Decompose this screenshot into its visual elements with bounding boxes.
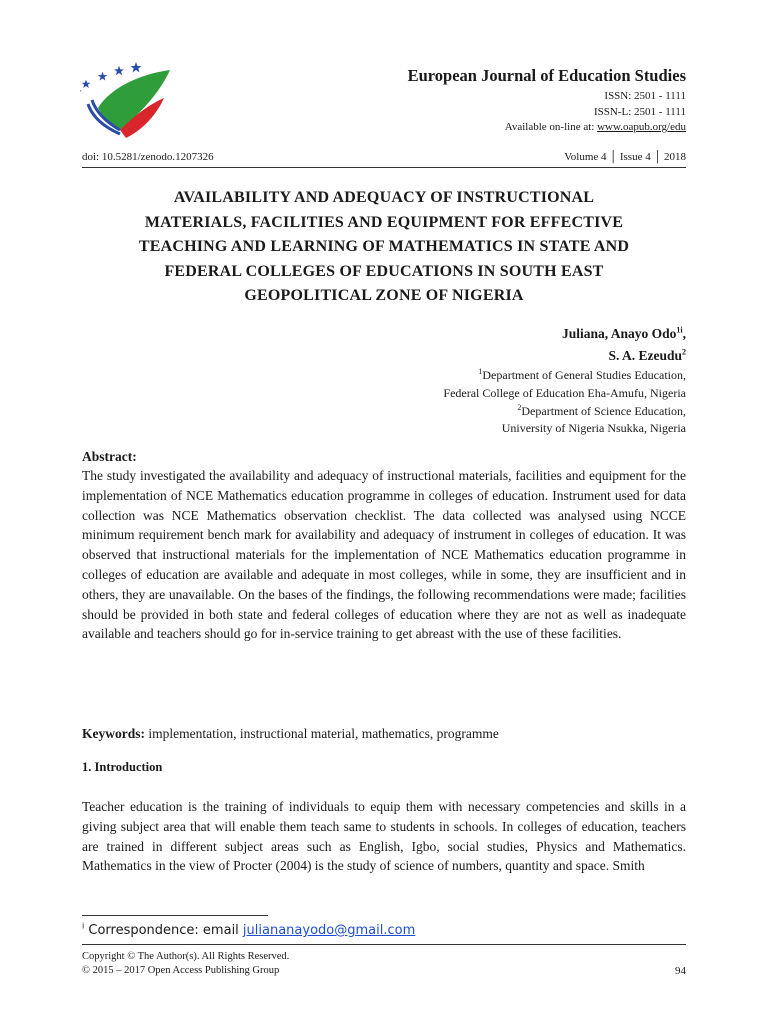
journal-header <box>408 66 686 136</box>
issn: ISSN: 2501 - 1111 <box>604 90 686 102</box>
abstract-heading: Abstract: <box>82 449 137 464</box>
title-line: AVAILABILITY AND ADEQUACY OF INSTRUCTIONAL <box>173 189 595 206</box>
author-1: Juliana, Anayo Odo$^{1i}$, <box>561 325 686 341</box>
availability-line <box>408 120 686 136</box>
volume-issue: Volume 4 │ Issue 4 │ 2018 <box>564 151 686 163</box>
correspondence-email-link[interactable]: juliananayodo@gmail.com <box>242 923 416 938</box>
introduction-heading: 1. Introduction <box>82 760 163 774</box>
affiliation-1-sup: 1 <box>478 367 483 376</box>
footnote-sup: i <box>82 921 85 931</box>
footnote-label: Correspondence: email <box>84 923 243 938</box>
affiliation-2-text: Department of Science Education, <box>521 403 686 418</box>
keywords <box>82 724 499 743</box>
author-1-name: Juliana, Anayo Odo <box>561 326 677 341</box>
affiliation-2-line-2: University of Nigeria Nsukka, Nigeria <box>501 421 686 436</box>
available-label: Available on-line at: <box>504 121 598 133</box>
footer <box>82 950 289 977</box>
footnote <box>82 922 415 940</box>
title-line: TEACHING AND LEARNING OF MATHEMATICS IN STATE AND <box>138 238 630 255</box>
footer-group: © 2015 – 2017 Open Access Publishing Group <box>82 964 280 976</box>
affiliation-1-line-1 <box>443 367 686 385</box>
abstract-text: The study investigated the availability and adequacy of instructional materials, facilities and equipment for the implementation of NCE Mathematics education programme in colleges of education. Instrument used for data collection was NCE Mathematics observation checklist. The data collected was analysed using NCCE minimum requirement bench mark for availability and adequacy of instrument in colleges of education. It was observed that instructional materials for the implementation of NCE Mathematics education programme in colleges of education are available and adequate in most colleges, while in some, they are insufficient and in others, they are unavailable. On the bases of the findings, the following recommendations were made; facilities should be provided in both state and federal colleges of education where they are not as well as inadequate available and teachers should go for in-service training to get abreast with the use of these facilities. <box>82 468 686 642</box>
author-2 <box>443 345 686 367</box>
affiliation-1-line-2: Federal College of Education Eha-Amufu, Nigeria <box>443 385 686 400</box>
footer-copyright: Copyright © The Author(s). All Rights Reserved. <box>82 951 290 962</box>
authors-block <box>443 323 686 438</box>
introduction-text: Teacher education is the training of individuals to equip them with necessary competencies and skills in a giving subject area that will enable them teach same to students in schools. In colleges of education, teachers are trained in different subject areas such as English, Igbo, social studies, Physics and Mathematics. Mathematics in the view of Procter (2004) is the study of science of numbers, quantity and space. Smith <box>82 799 686 874</box>
footer-divider <box>82 944 686 945</box>
journal-url-link[interactable]: www.oapub.org/edu <box>597 121 686 133</box>
page-number: 94 <box>675 965 686 977</box>
title-line: FEDERAL COLLEGES OF EDUCATIONS IN SOUTH EAST <box>164 262 604 280</box>
keywords-text: implementation, instructional material, mathematics, programme <box>145 726 499 741</box>
keywords-label: Keywords: <box>82 726 145 741</box>
issn-l: ISSN-L: 2501 - 1111 <box>594 105 686 118</box>
title-line: MATERIALS, FACILITIES AND EQUIPMENT FOR EFFECTIVE <box>144 213 624 231</box>
header-divider <box>82 167 686 168</box>
journal-title: European Journal of Education Studies <box>407 66 686 85</box>
title-line: GEOPOLITICAL ZONE OF NIGERIA <box>244 287 524 304</box>
author-2-sup: 2 <box>682 347 686 357</box>
author-2-name: S. A. Ezeudu <box>608 348 682 363</box>
author-1-sup: 1i <box>676 325 683 335</box>
affiliation-1-text: Department of General Studies Education, <box>482 368 686 382</box>
paper-title <box>82 186 686 309</box>
doi: doi: 10.5281/zenodo.1207326 <box>82 151 214 163</box>
affiliation-2-sup: 2 <box>517 402 522 412</box>
journal-logo <box>80 60 172 142</box>
footnote-divider <box>82 915 268 916</box>
affiliation-2-line-1 <box>443 403 686 421</box>
